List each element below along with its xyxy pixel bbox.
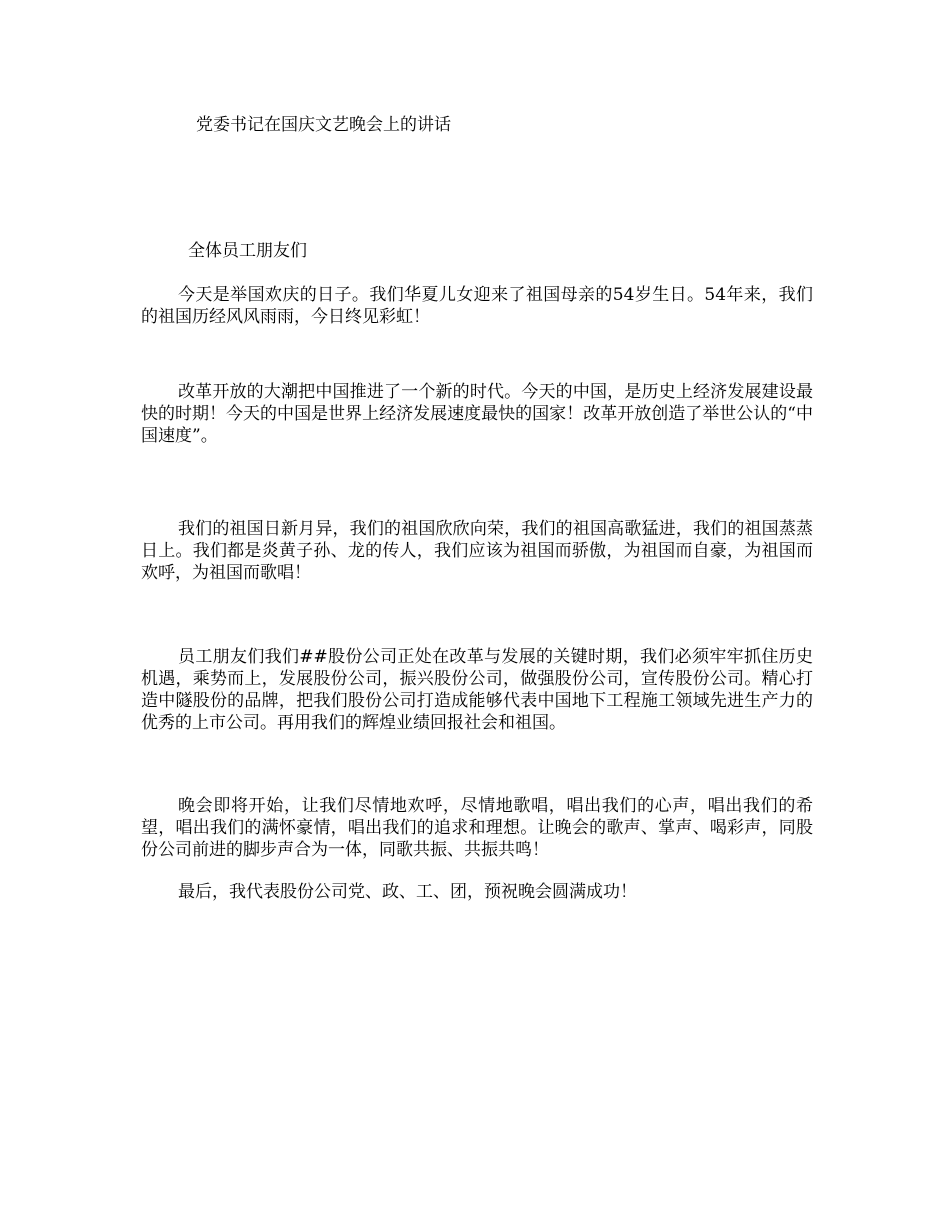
paragraph-3: 我们的祖国日新月异，我们的祖国欣欣向荣，我们的祖国高歌猛进，我们的祖国蒸蒸日上。我们都是炎黄子孙、龙的传人，我们应该为祖国而骄傲，为祖国而自豪，为祖国而欢呼，为祖国而歌唱！ — [141, 519, 813, 583]
salutation: 全体员工朋友们 — [188, 241, 307, 261]
paragraph-6: 最后，我代表股份公司党、政、工、团，预祝晚会圆满成功！ — [178, 882, 637, 902]
paragraph-5: 晚会即将开始，让我们尽情地欢呼，尽情地歌唱，唱出我们的心声，唱出我们的希望，唱出我们的满怀豪情，唱出我们的追求和理想。让晚会的歌声、掌声、喝彩声，同股份公司前进的脚步声合为一体，同歌共振、共振共鸣！ — [141, 796, 813, 860]
paragraph-4: 员工朋友们我们##股份公司正处在改革与发展的关键时期，我们必须牢牢抓住历史机遇，乘势而上，发展股份公司，振兴股份公司，做强股份公司，宣传股份公司。精心打造中隧股份的品牌，把我们股份公司打造成能够代表中国地下工程施工领域先进生产力的优秀的上市公司。再用我们的辉煌业绩回报社会和祖国。 — [141, 647, 813, 733]
document-title: 党委书记在国庆文艺晚会上的讲话 — [196, 115, 451, 135]
paragraph-2: 改革开放的大潮把中国推进了一个新的时代。今天的中国，是历史上经济发展建设最快的时期！今天的中国是世界上经济发展速度最快的国家！改革开放创造了举世公认的“中国速度”。 — [141, 382, 813, 446]
paragraph-1: 今天是举国欢庆的日子。我们华夏儿女迎来了祖国母亲的54岁生日。54年来，我们的祖国历经风风雨雨，今日终见彩虹！ — [141, 285, 813, 327]
